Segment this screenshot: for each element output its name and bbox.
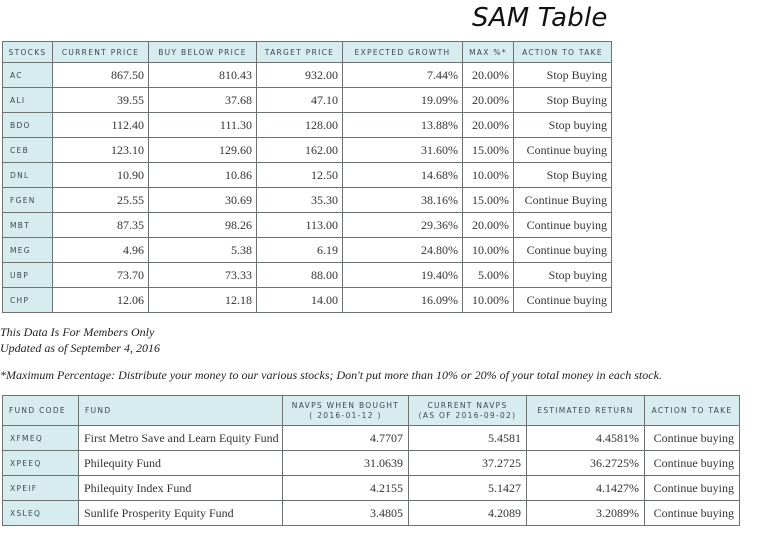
- action-cell: Stop Buying: [514, 88, 612, 113]
- expected-growth-cell: 31.60%: [343, 138, 463, 163]
- column-header-buy-below-price: BUY BELOW PRICE: [149, 42, 257, 63]
- current-price-cell: 73.70: [53, 263, 149, 288]
- action-cell: Stop Buying: [514, 163, 612, 188]
- stock-code: MEG: [3, 238, 53, 263]
- current-price-cell: 4.96: [53, 238, 149, 263]
- max-percent-cell: 20.00%: [463, 213, 514, 238]
- estimated-return-cell: 4.4581%: [527, 426, 645, 451]
- fund-code: XSLEQ: [3, 501, 79, 526]
- table-row: [3, 138, 612, 163]
- page-title: SAM Table: [472, 3, 608, 33]
- current-navps-date: (AS OF 2016-09-02): [418, 410, 517, 420]
- members-only-note: This Data Is For Members Only: [0, 325, 155, 339]
- current-price-cell: 39.55: [53, 88, 149, 113]
- buy-below-cell: 12.18: [149, 288, 257, 313]
- current-navps-cell: 5.4581: [409, 426, 527, 451]
- target-price-cell: 932.00: [257, 63, 343, 88]
- max-percent-cell: 15.00%: [463, 138, 514, 163]
- current-price-cell: 112.40: [53, 113, 149, 138]
- fund-name: Philequity Index Fund: [79, 476, 283, 501]
- current-price-cell: 867.50: [53, 63, 149, 88]
- current-price-cell: 25.55: [53, 188, 149, 213]
- estimated-return-cell: 36.2725%: [527, 451, 645, 476]
- buy-below-cell: 30.69: [149, 188, 257, 213]
- fund-code: XPEIF: [3, 476, 79, 501]
- navps-bought-cell: 4.7707: [283, 426, 409, 451]
- buy-below-cell: 37.68: [149, 88, 257, 113]
- max-percent-cell: 20.00%: [463, 88, 514, 113]
- table-row: [3, 263, 612, 288]
- current-navps-label: CURRENT NAVPS: [427, 400, 508, 410]
- action-cell: Continue buying: [514, 288, 612, 313]
- stock-code: DNL: [3, 163, 53, 188]
- table-row: [3, 88, 612, 113]
- expected-growth-cell: 19.09%: [343, 88, 463, 113]
- max-percent-cell: 10.00%: [463, 288, 514, 313]
- expected-growth-cell: 38.16%: [343, 188, 463, 213]
- target-price-cell: 128.00: [257, 113, 343, 138]
- column-header-fund-code: FUND CODE: [3, 396, 79, 426]
- fund-table: [2, 395, 740, 526]
- fund-name: Philequity Fund: [79, 451, 283, 476]
- max-percentage-note: *Maximum Percentage: Distribute your money to our various stocks; Don't put more than 10% or 20% of your total money in each stock.: [0, 368, 662, 382]
- column-header-stocks: STOCKS: [3, 42, 53, 63]
- table-row: [3, 476, 740, 501]
- table-row: [3, 288, 612, 313]
- column-header-navps-bought: [283, 396, 409, 426]
- current-price-cell: 10.90: [53, 163, 149, 188]
- table-row: [3, 426, 740, 451]
- action-cell: Stop buying: [514, 263, 612, 288]
- action-cell: Continue buying: [514, 238, 612, 263]
- navps-bought-cell: 3.4805: [283, 501, 409, 526]
- action-cell: Stop Buying: [514, 63, 612, 88]
- fund-action-cell: Continue buying: [645, 501, 740, 526]
- stock-code: CEB: [3, 138, 53, 163]
- expected-growth-cell: 24.80%: [343, 238, 463, 263]
- table-row: [3, 63, 612, 88]
- table-row: [3, 501, 740, 526]
- action-cell: Continue buying: [514, 138, 612, 163]
- expected-growth-cell: 16.09%: [343, 288, 463, 313]
- table-row: [3, 238, 612, 263]
- current-navps-cell: 5.1427: [409, 476, 527, 501]
- target-price-cell: 14.00: [257, 288, 343, 313]
- buy-below-cell: 73.33: [149, 263, 257, 288]
- navps-bought-date: ( 2016-01-12 ): [309, 410, 382, 420]
- buy-below-cell: 10.86: [149, 163, 257, 188]
- fund-action-cell: Continue buying: [645, 451, 740, 476]
- fund-action-cell: Continue buying: [645, 476, 740, 501]
- current-price-cell: 87.35: [53, 213, 149, 238]
- target-price-cell: 47.10: [257, 88, 343, 113]
- column-header-max-percent: MAX %*: [463, 42, 514, 63]
- column-header-current-navps: [409, 396, 527, 426]
- column-header-estimated-return: ESTIMATED RETURN: [527, 396, 645, 426]
- navps-bought-cell: 31.0639: [283, 451, 409, 476]
- target-price-cell: 113.00: [257, 213, 343, 238]
- column-header-target-price: TARGET PRICE: [257, 42, 343, 63]
- expected-growth-cell: 19.40%: [343, 263, 463, 288]
- target-price-cell: 162.00: [257, 138, 343, 163]
- fund-code: XFMEQ: [3, 426, 79, 451]
- table-row: [3, 113, 612, 138]
- action-cell: Continue buying: [514, 213, 612, 238]
- target-price-cell: 35.30: [257, 188, 343, 213]
- stock-code: BDO: [3, 113, 53, 138]
- navps-bought-label: NAVPS WHEN BOUGHT: [291, 400, 400, 410]
- fund-code: XPEEQ: [3, 451, 79, 476]
- stock-code: UBP: [3, 263, 53, 288]
- max-percent-cell: 20.00%: [463, 63, 514, 88]
- max-percent-cell: 10.00%: [463, 238, 514, 263]
- fund-name: First Metro Save and Learn Equity Fund: [79, 426, 283, 451]
- expected-growth-cell: 29.36%: [343, 213, 463, 238]
- buy-below-cell: 129.60: [149, 138, 257, 163]
- fund-table-header-row: [3, 396, 740, 426]
- action-cell: Stop buying: [514, 113, 612, 138]
- max-percent-cell: 20.00%: [463, 113, 514, 138]
- column-header-action: ACTION TO TAKE: [514, 42, 612, 63]
- target-price-cell: 12.50: [257, 163, 343, 188]
- buy-below-cell: 5.38: [149, 238, 257, 263]
- target-price-cell: 88.00: [257, 263, 343, 288]
- current-price-cell: 123.10: [53, 138, 149, 163]
- updated-date-note: Updated as of September 4, 2016: [0, 341, 160, 355]
- column-header-fund-action: ACTION TO TAKE: [645, 396, 740, 426]
- max-percent-cell: 10.00%: [463, 163, 514, 188]
- expected-growth-cell: 14.68%: [343, 163, 463, 188]
- current-navps-cell: 37.2725: [409, 451, 527, 476]
- expected-growth-cell: 13.88%: [343, 113, 463, 138]
- stock-code: CHP: [3, 288, 53, 313]
- sam-table-header-row: [3, 42, 612, 63]
- expected-growth-cell: 7.44%: [343, 63, 463, 88]
- current-price-cell: 12.06: [53, 288, 149, 313]
- buy-below-cell: 810.43: [149, 63, 257, 88]
- fund-action-cell: Continue buying: [645, 426, 740, 451]
- column-header-fund: FUND: [79, 396, 283, 426]
- buy-below-cell: 98.26: [149, 213, 257, 238]
- max-percent-cell: 5.00%: [463, 263, 514, 288]
- fund-name: Sunlife Prosperity Equity Fund: [79, 501, 283, 526]
- sam-table: [2, 41, 612, 313]
- stock-code: AC: [3, 63, 53, 88]
- target-price-cell: 6.19: [257, 238, 343, 263]
- column-header-expected-growth: EXPECTED GROWTH: [343, 42, 463, 63]
- max-percent-cell: 15.00%: [463, 188, 514, 213]
- current-navps-cell: 4.2089: [409, 501, 527, 526]
- stock-code: ALI: [3, 88, 53, 113]
- table-row: [3, 163, 612, 188]
- stock-code: FGEN: [3, 188, 53, 213]
- table-row: [3, 451, 740, 476]
- stock-code: MBT: [3, 213, 53, 238]
- navps-bought-cell: 4.2155: [283, 476, 409, 501]
- table-row: [3, 188, 612, 213]
- estimated-return-cell: 3.2089%: [527, 501, 645, 526]
- buy-below-cell: 111.30: [149, 113, 257, 138]
- action-cell: Continue Buying: [514, 188, 612, 213]
- table-row: [3, 213, 612, 238]
- estimated-return-cell: 4.1427%: [527, 476, 645, 501]
- column-header-current-price: CURRENT PRICE: [53, 42, 149, 63]
